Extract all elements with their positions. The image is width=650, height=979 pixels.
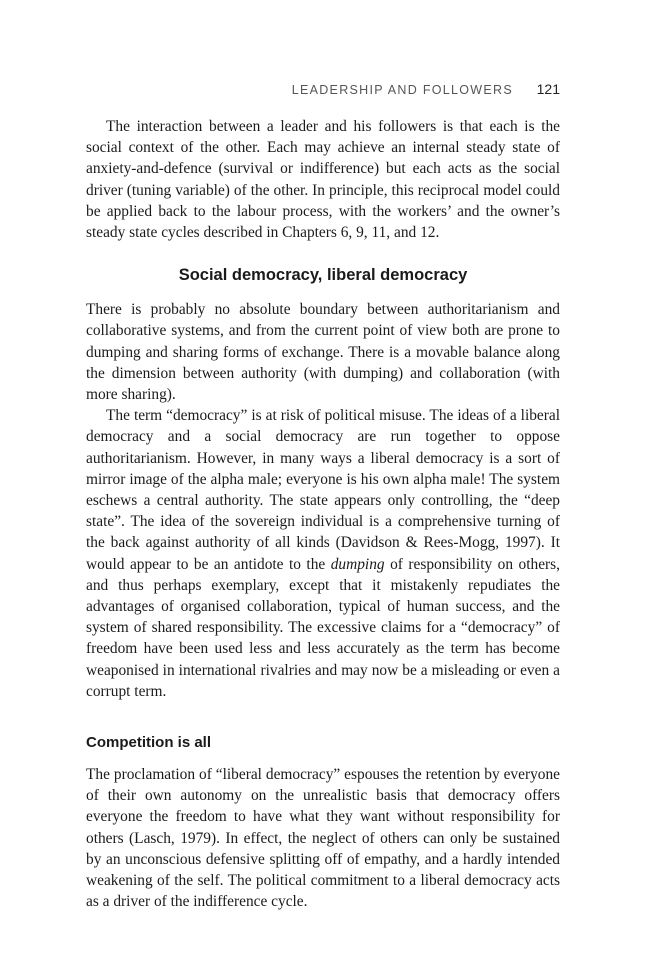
section-heading-social-democracy: Social democracy, liberal democracy (178, 266, 468, 285)
paragraph-liberal-democracy: The proclamation of “liberal democracy” espouses the retention by everyone of their own autonomy on the unrealistic basis that democracy offers everyone the freedom to have what they want without responsibility for others (Lasch, 1979). In effect, the neglect of others can only be sustained by an unconscious defensive splitting off of empathy, and a hardly intended weakening of the self. The political commitment to a liberal democracy acts as a driver of the indifference cycle. (86, 766, 560, 911)
emphasis-dumping: dumping (330, 555, 385, 573)
running-head (86, 81, 560, 97)
paragraph-democracy-term-part-1: The term “democracy” is at risk of political misuse. The ideas of a liberal democracy and a social democracy are run together to oppose authoritarianism. However, in many ways a liberal democracy is a sort of mirror image of the alpha male; everyone is his own alpha male! The system eschews a central authority. The state appears only controlling, the “deep state”. The idea of the sovereign individual is a comprehensive turning of the back against authority of all kinds (Davidson & Rees-Mogg, 1997). It would appear to be an antidote to the (86, 407, 560, 573)
paragraph-democracy-term-part-2: of responsibility on others, and thus perhaps exemplary, except that it mistakenly repudiates the advantages of organised collaboration, typical of human success, and the system of shared responsibility. The excessive claims for a “democracy” of freedom have been used less and less accurately as the term has become weaponised in international rivalries and may now be a misleading or even a corrupt term. (86, 555, 560, 700)
paragraph-reciprocal-model: The interaction between a leader and his followers is that each is the social context of the other. Each may achieve an internal steady state of anxiety-and-defence (survival or indifference) but each acts as the social driver (tuning variable) of the other. In principle, this reciprocal model could be applied back to the labour process, with the workers’ and the owner’s steady state cycles described in Chapters 6, 9, 11, and 12. (86, 118, 560, 242)
paragraph-democracy-term (86, 405, 560, 702)
body-text (86, 116, 560, 913)
subsection-heading-competition: Competition is all (86, 734, 212, 752)
running-head-title: LEADERSHIP AND FOLLOWERS (291, 83, 514, 97)
book-page (86, 0, 560, 979)
page-number: 121 (536, 81, 560, 97)
paragraph-boundary: There is probably no absolute boundary between authoritarianism and collaborative systems, and from the current point of view both are prone to dumping and sharing forms of exchange. There is a movable balance along the dimension between authority (with dumping) and collaboration (with more sharing). (86, 301, 560, 404)
